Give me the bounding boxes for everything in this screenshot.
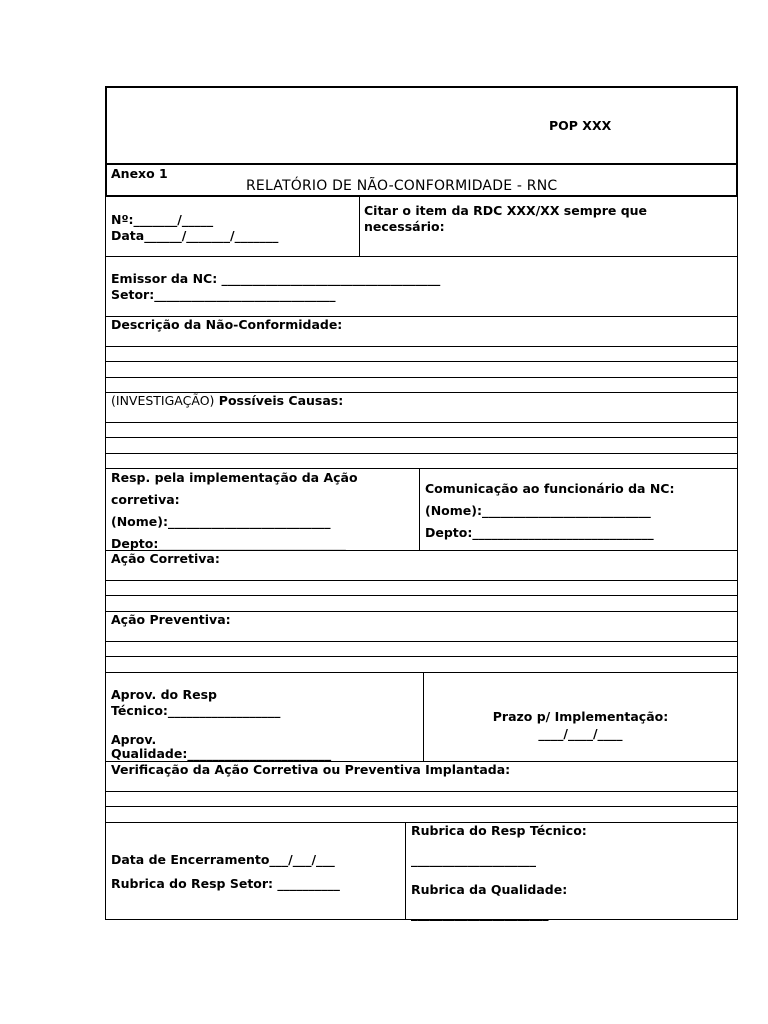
deadline-label: Prazo p/ Implementação: — [492, 709, 669, 724]
writing-line — [105, 377, 738, 378]
writing-line — [105, 346, 738, 347]
frame-left-header — [105, 86, 107, 196]
tech-approval-line1: Aprov. do Resp — [111, 687, 217, 702]
tech-signature-label: Rubrica do Resp Técnico: — [411, 823, 587, 838]
pop-code: POP XXX — [549, 118, 612, 133]
possible-causes-label: Possíveis Causas: — [218, 393, 344, 408]
writing-line — [105, 656, 738, 657]
tech-signature-line[interactable]: ____________________ — [411, 852, 536, 867]
number-field[interactable]: Nº:_______/_____ — [111, 212, 214, 227]
quality-signature-label: Rubrica da Qualidade: — [411, 882, 568, 897]
communication-title: Comunicação ao funcionário da NC: — [425, 481, 675, 496]
quality-signature-line[interactable]: ______________________ — [411, 906, 549, 921]
investigation-prefix: (INVESTIGAÇÃO) — [111, 393, 215, 408]
writing-line — [105, 437, 738, 438]
responsible-divider — [419, 468, 420, 550]
communication-dept-field[interactable]: Depto:_____________________________ — [425, 525, 654, 540]
communication-name-field[interactable]: (Nome):___________________________ — [425, 503, 651, 518]
investigation-label — [111, 393, 343, 408]
frame-top — [105, 86, 738, 88]
rdc-note-line2: necessário: — [364, 219, 445, 234]
responsible-name-field[interactable]: (Nome):__________________________ — [111, 514, 331, 529]
page-title: RELATÓRIO DE NÃO-CONFORMIDADE - RNC — [246, 178, 558, 194]
issuer-field[interactable]: Emissor da NC: ___________________________________ — [111, 271, 441, 286]
row-divider — [105, 256, 738, 257]
writing-line — [105, 641, 738, 642]
frame-right-header — [736, 86, 738, 196]
closing-date-field[interactable]: Data de Encerramento___/___/___ — [111, 852, 335, 867]
closing-divider — [405, 822, 406, 919]
responsible-line1: Resp. pela implementação da Ação — [111, 470, 358, 485]
annex-label: Anexo 1 — [111, 166, 168, 181]
writing-line — [105, 453, 738, 454]
row-divider — [105, 468, 738, 469]
quality-approval-field[interactable]: Qualidade:_______________________ — [111, 746, 332, 761]
sector-field[interactable]: Setor:_____________________________ — [111, 287, 336, 302]
description-label: Descrição da Não-Conformidade: — [111, 317, 343, 332]
preventive-label: Ação Preventiva: — [111, 612, 231, 627]
writing-line — [105, 806, 738, 807]
date-field[interactable]: Data______/_______/_______ — [111, 228, 279, 243]
writing-line — [105, 791, 738, 792]
id-divider — [359, 196, 360, 256]
responsible-line2: corretiva: — [111, 492, 180, 507]
row-divider — [105, 672, 738, 673]
verification-label: Verificação da Ação Corretiva ou Preventiva Implantada: — [111, 762, 511, 777]
frame-left — [105, 196, 106, 920]
header-divider — [105, 163, 738, 165]
title-divider — [105, 195, 738, 197]
writing-line — [105, 361, 738, 362]
sector-signature-field[interactable]: Rubrica do Resp Setor: __________ — [111, 876, 340, 891]
quality-approval-line1: Aprov. — [111, 732, 157, 747]
responsible-dept-field[interactable]: Depto:______________________________ — [111, 536, 346, 551]
writing-line — [105, 580, 738, 581]
frame-right — [737, 196, 738, 920]
rdc-note-line1: Citar o item da RDC XXX/XX sempre que — [364, 203, 648, 218]
tech-approval-field[interactable]: Técnico:__________________ — [111, 703, 281, 718]
deadline-field[interactable]: ____/____/____ — [538, 726, 623, 741]
rnc-form — [105, 86, 738, 920]
writing-line — [105, 422, 738, 423]
writing-line — [105, 595, 738, 596]
corrective-label: Ação Corretiva: — [111, 551, 220, 566]
